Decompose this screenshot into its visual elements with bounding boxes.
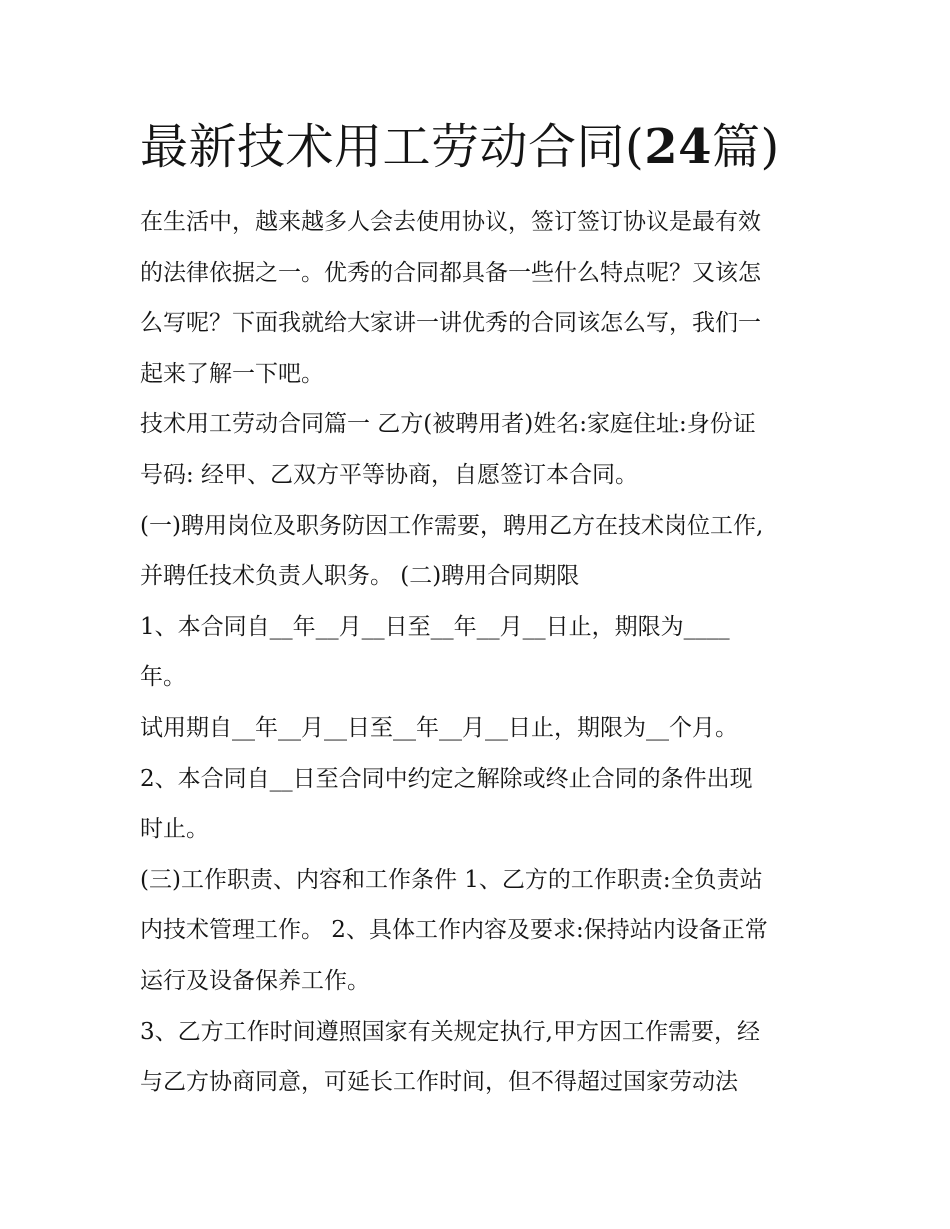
text-line: 3、乙方工作时间遵照国家有关规定执行,甲方因工作需要，经 xyxy=(140,1018,760,1045)
text-line: 时止。 xyxy=(140,816,209,843)
paragraph-working-hours xyxy=(140,1007,820,1108)
text-line: 2、本合同自__日至合同中约定之解除或终止合同的条件出现 xyxy=(140,765,753,792)
text-line: (三)工作职责、内容和工作条件 1、乙方的工作职责:全负责站 xyxy=(140,866,763,893)
text-line: 内技术管理工作。 2、具体工作内容及要求:保持站内设备正常 xyxy=(140,917,768,944)
text-line: 号码: 经甲、乙双方平等协商，自愿签订本合同。 xyxy=(140,461,639,488)
paragraph-contract-header xyxy=(140,399,820,500)
title-suffix: 篇) xyxy=(712,119,780,175)
text-line: 起来了解一下吧。 xyxy=(140,360,324,387)
text-line: 运行及设备保养工作。 xyxy=(140,967,370,994)
paragraph-probation xyxy=(140,703,820,754)
text-line: 年。 xyxy=(140,664,186,691)
text-line: 的法律依据之一。优秀的合同都具备一些什么特点呢？又该怎 xyxy=(140,259,761,286)
text-line: 与乙方协商同意，可延长工作时间，但不得超过国家劳动法 xyxy=(140,1069,738,1096)
paragraph-term-fixed xyxy=(140,602,820,703)
text-line: 并聘任技术负责人职务。 (二)聘用合同期限 xyxy=(140,563,580,590)
paragraph-intro xyxy=(140,197,820,399)
paragraph-position xyxy=(140,501,820,602)
title-number: 24 xyxy=(644,119,713,175)
document-title xyxy=(140,112,840,182)
text-line: 试用期自__年__月__日至__年__月__日止，期限为__个月。 xyxy=(140,714,738,741)
text-line: 在生活中，越来越多人会去使用协议，签订签订协议是最有效 xyxy=(140,209,761,235)
title-prefix: 最新技术用工劳动合同( xyxy=(140,119,645,175)
text-line: 技术用工劳动合同篇一 乙方(被聘用者)姓名:家庭住址:身份证 xyxy=(140,411,756,438)
paragraph-duties xyxy=(140,855,820,1007)
text-line: 么写呢？下面我就给大家讲一讲优秀的合同该怎么写，我们一 xyxy=(140,310,761,337)
document-body xyxy=(140,197,820,1108)
text-line: 1、本合同自__年__月__日至__年__月__日止，期限为____ xyxy=(140,613,730,640)
text-line: (一)聘用岗位及职务防因工作需要，聘用乙方在技术岗位工作, xyxy=(140,512,764,539)
paragraph-term-conditional xyxy=(140,754,820,855)
